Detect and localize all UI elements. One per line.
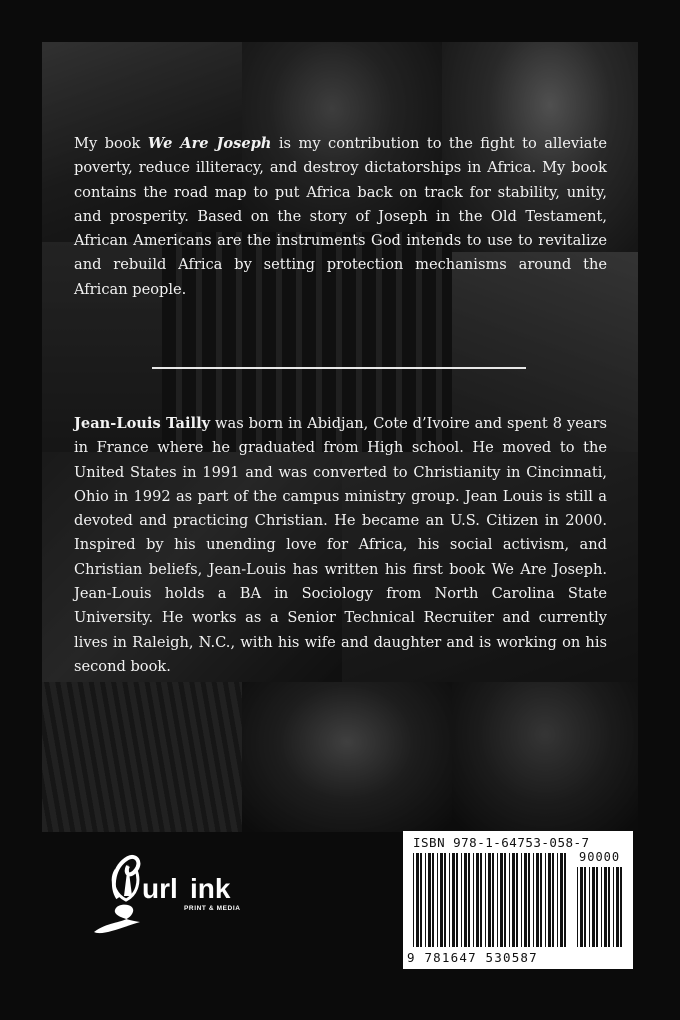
barcode-bar [533,853,534,947]
barcode-bar [497,853,498,947]
ean-number: 9 781647 530587 [407,950,538,965]
barcode-bar [524,853,527,947]
barcode-bar [616,867,619,947]
book-description [74,132,607,302]
barcode-bar [516,853,518,947]
barcode-bar [452,853,455,947]
barcode-bar [596,867,598,947]
barcode-bar [564,853,566,947]
publisher-tagline: PRINT & MEDIA [184,905,241,912]
barcode-bar [440,853,443,947]
barcode-bar [485,853,486,947]
barcode-bar [540,853,542,947]
publisher-name-suffix: ink [190,873,231,904]
barcode-bar [580,867,583,947]
barcode-bar [521,853,522,947]
barcode-bar [592,867,595,947]
addon-barcode-bars [577,867,625,947]
barcode-bar [548,853,551,947]
barcode-bar [512,853,515,947]
barcode-bar [560,853,563,947]
barcode-bar [437,853,438,947]
barcode-bar [504,853,506,947]
isbn-barcode [403,831,633,969]
barcode-bar [589,867,590,947]
barcode-bar [449,853,450,947]
barcode-bar [416,853,419,947]
barcode-bar [456,853,458,947]
barcode-bar [500,853,503,947]
barcode-bar [413,853,414,947]
book-title: We Are Joseph [147,135,272,152]
barcode-bar [577,867,578,947]
barcode-bar [528,853,530,947]
barcode-bar [425,853,426,947]
barcode-bar [545,853,546,947]
author-bio-text: was born in Abidjan, Cote d’Ivoire and spent 8 years in France where he graduated from High school. He moved to the United States in 1991 and was converted to Christianity in Cincinnati, Ohio in 1992 as part of the campus ministry group. Jean Louis is still a devoted and practicing Christian. He became an U.S. Citizen in 2000. Inspired by his unending love for Africa, his social activism, and Christian beliefs, Jean-Louis has written his first book We Are Joseph. Jean-Louis holds a BA in Sociology from North Carolina State University. He works as a Senior Technical Recruiter and currently lives in Raleigh, N.C., with his wife and daughter and is working on his second book. [74,415,608,675]
author-name: Jean-Louis Tailly [74,415,211,432]
barcode-bar [608,867,610,947]
intro-lead: My book [74,135,148,152]
divider [152,367,526,369]
barcode-bar [601,867,602,947]
isbn-number: ISBN 978-1-64753-058-7 [413,835,590,850]
barcode-bar [476,853,479,947]
intro-body: is my contribution to the fight to alleviate poverty, reduce illiteracy, and destroy dictatorships in Africa. My book contains the road map to put Africa back on track for stability, unity, and prosperity. Based on the story of Joseph in the Old Testament, African Americans are the instruments God intends to use to revitalize and rebuild Africa by setting protection mechanisms around the African people. [74,135,607,298]
barcode-bar [461,853,462,947]
barcode-bar [432,853,434,947]
barcode-bar [604,867,607,947]
barcode-bar [620,867,622,947]
barcode-bar [552,853,554,947]
barcode-bar [488,853,491,947]
ean-barcode-bars [413,853,569,947]
barcode-bar [492,853,494,947]
barcode-bar [420,853,422,947]
barcode-bar [473,853,474,947]
barcode-bar [509,853,510,947]
barcode-bar [464,853,467,947]
barcode-bar [480,853,482,947]
barcode-bar [613,867,614,947]
barcode-bar [557,853,558,947]
publisher-name-prefix: url [142,873,178,904]
barcode-bar [536,853,539,947]
barcode-bar [468,853,470,947]
author-bio [74,412,607,679]
barcode-bar [584,867,586,947]
barcode-bar [428,853,431,947]
barcode-bar [444,853,446,947]
price-code: 90000 [579,850,621,864]
publisher-logo [80,836,260,946]
